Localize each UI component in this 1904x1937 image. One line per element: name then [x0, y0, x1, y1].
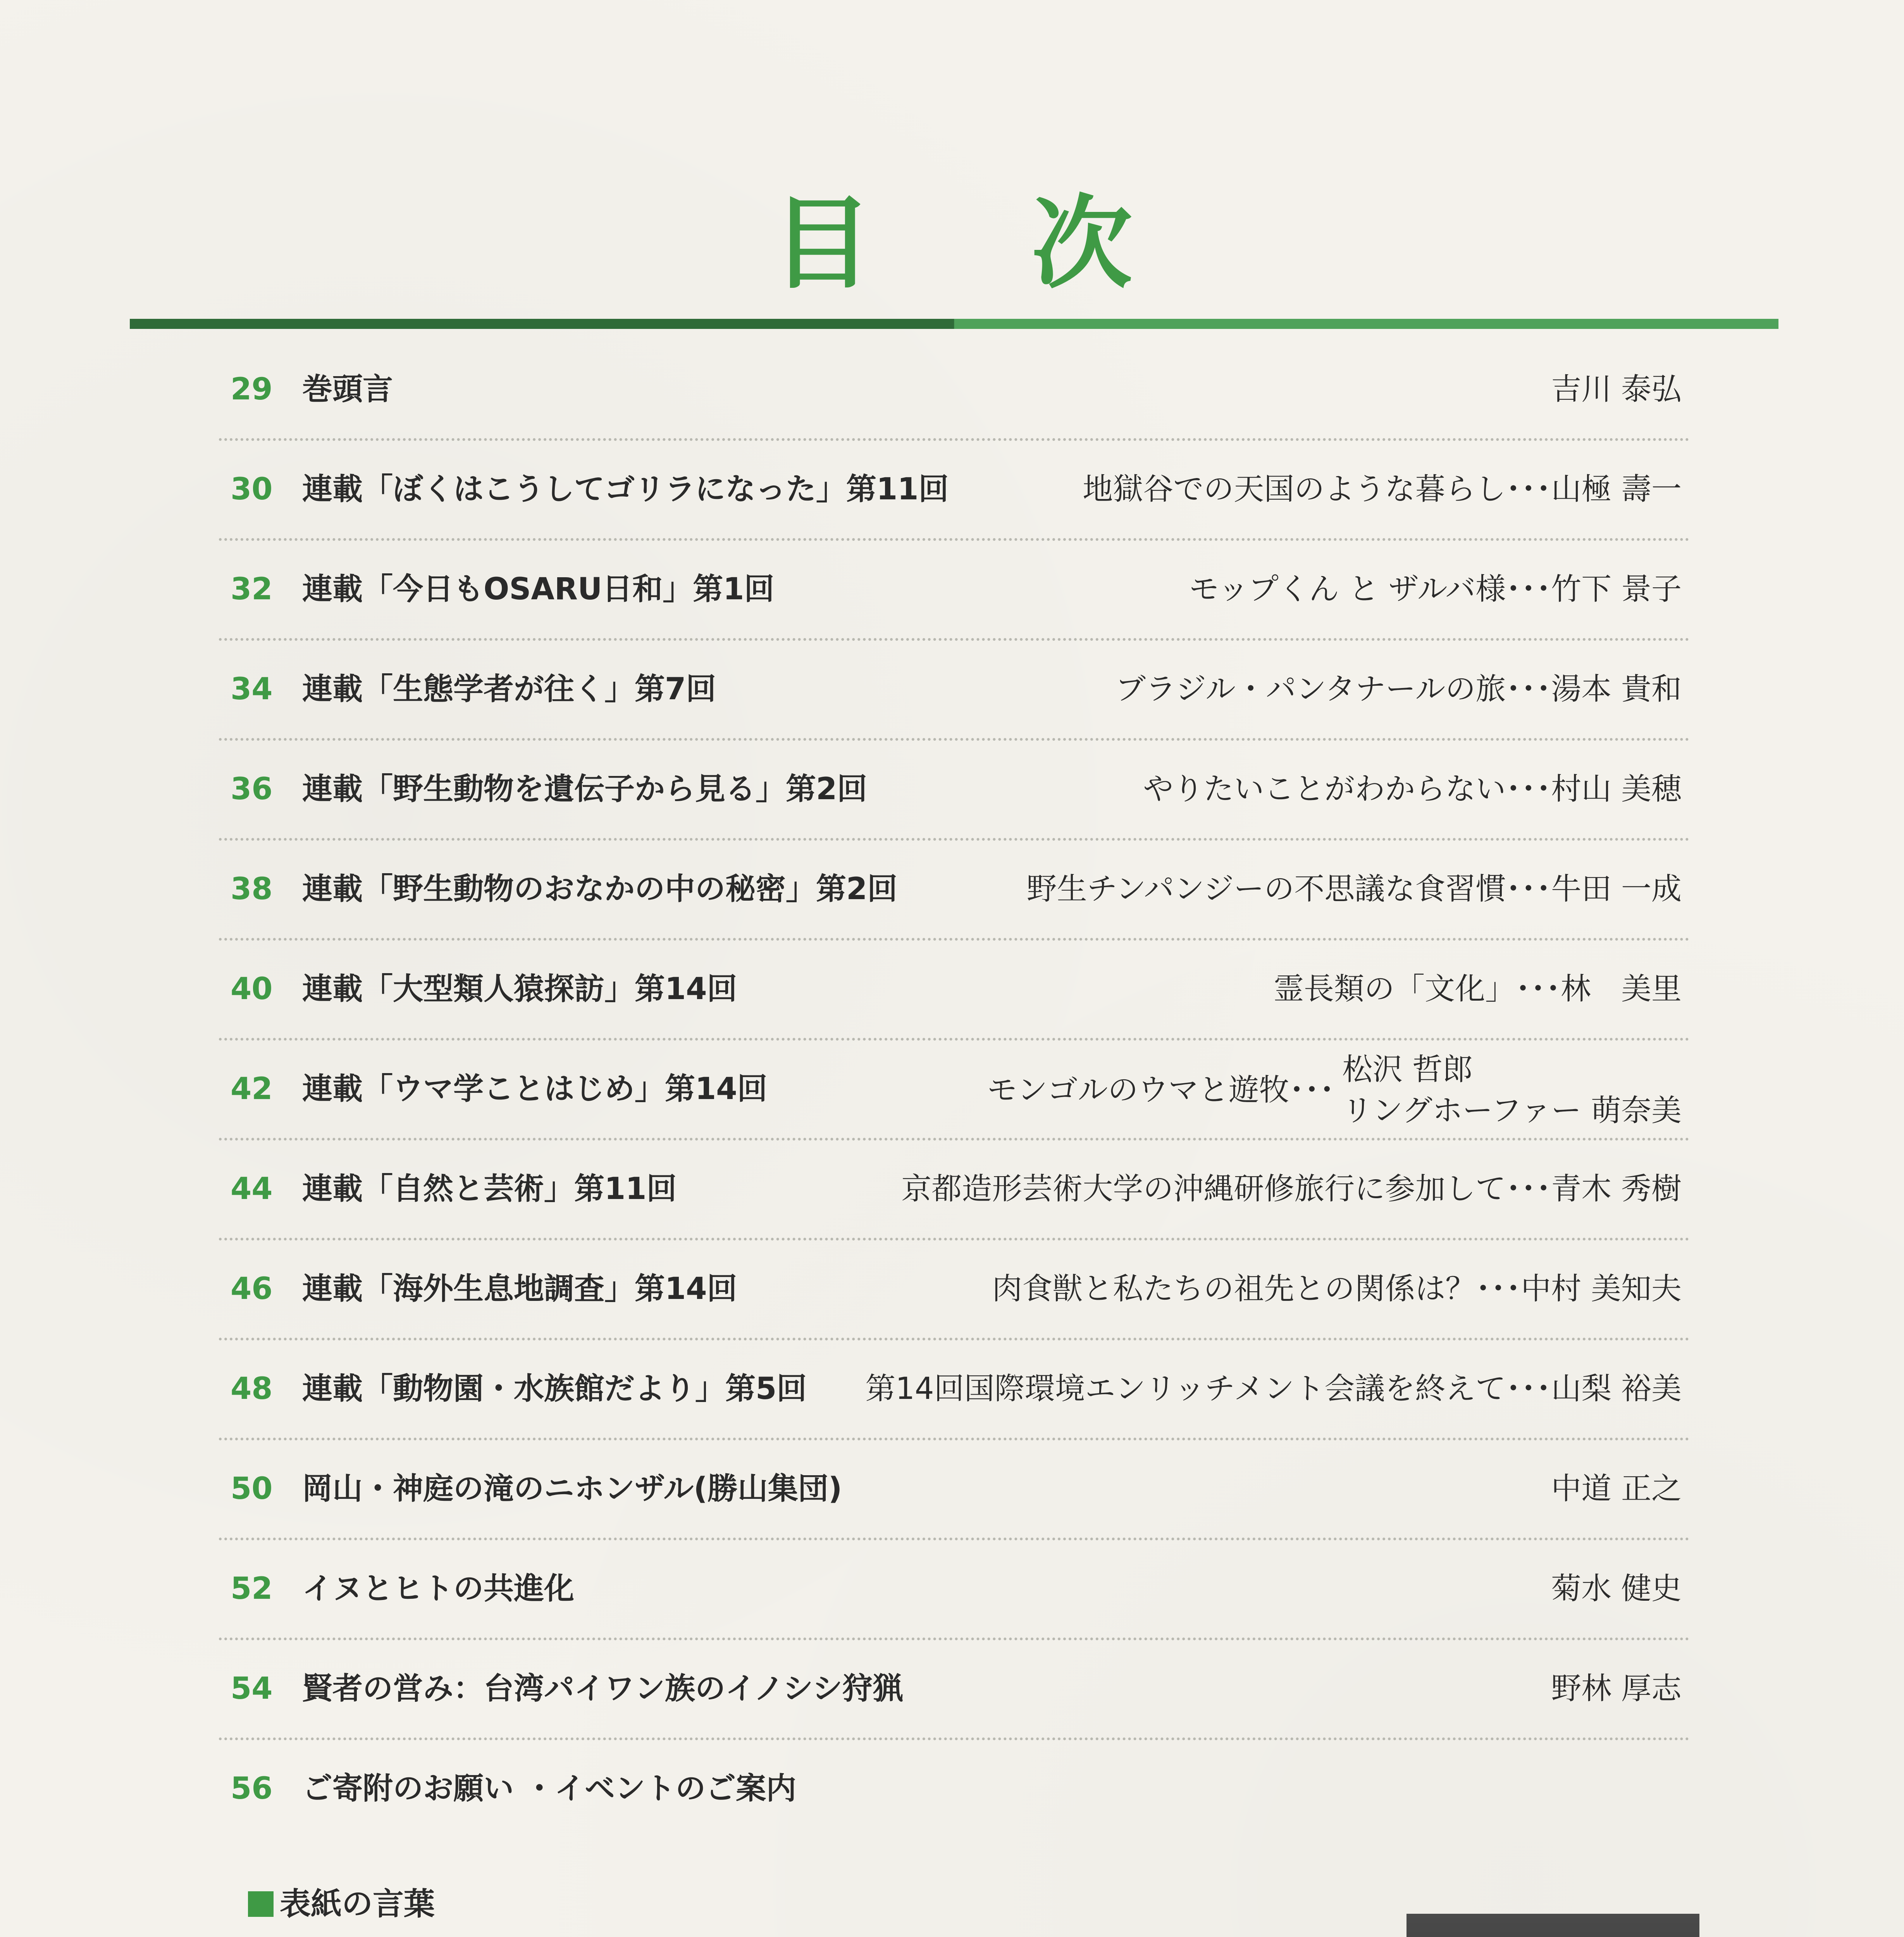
toc-author: 霊長類の「文化」･･･林 美里 [1273, 972, 1682, 1006]
toc-page-number: 38 [231, 872, 273, 907]
toc-author: 中道 正之 [1551, 1471, 1682, 1506]
toc-author: 野生チンパンジーの不思議な食習慣･･･牛田 一成 [1026, 872, 1682, 907]
toc-author: やりたいことがわからない･･･村山 美穂 [1143, 772, 1682, 807]
toc-page-number: 30 [231, 472, 273, 507]
toc-author: 菊水 健史 [1551, 1571, 1682, 1606]
toc-title[interactable]: 連載「ウマ学ことはじめ」第14回 [302, 1072, 768, 1106]
toc-row[interactable] [219, 1440, 1689, 1540]
table-of-contents [219, 341, 1689, 1840]
toc-title[interactable]: 連載「ぼくはこうしてゴリラになった」第11回 [302, 472, 949, 507]
author-list [1342, 1049, 1682, 1131]
toc-row[interactable] [219, 341, 1689, 441]
toc-row[interactable] [219, 941, 1689, 1041]
toc-author [987, 1049, 1682, 1131]
toc-row[interactable] [219, 741, 1689, 841]
toc-row[interactable] [219, 1540, 1689, 1640]
author-name: 松沢 哲郎 [1342, 1052, 1473, 1087]
page-title: 目 次 [771, 186, 1195, 303]
toc-page-number: 48 [231, 1371, 273, 1406]
toc-row[interactable] [219, 1041, 1689, 1141]
toc-title[interactable]: イヌとヒトの共進化 [302, 1571, 575, 1606]
toc-page-number: 34 [231, 672, 273, 707]
toc-page-number: 52 [231, 1571, 273, 1606]
toc-row[interactable] [219, 1740, 1689, 1840]
toc-author: モップくん と ザルバ様･･･竹下 景子 [1189, 572, 1682, 607]
toc-row[interactable] [219, 1240, 1689, 1340]
title-divider [130, 319, 1778, 329]
toc-row[interactable] [219, 1141, 1689, 1240]
toc-page-number: 56 [231, 1771, 273, 1806]
toc-title[interactable]: 連載「大型類人猿探訪」第14回 [302, 972, 737, 1006]
author-portrait [1406, 1914, 1699, 1937]
toc-title[interactable]: 賢者の営み：台湾パイワン族のイノシシ狩猟 [302, 1671, 903, 1706]
cover-heading-label: 表紙の言葉 [280, 1885, 435, 1922]
toc-page-number: 29 [231, 372, 273, 407]
toc-title[interactable]: 岡山・神庭の滝のニホンザル(勝山集団) [302, 1471, 842, 1506]
toc-author: 地獄谷での天国のような暮らし･･･山極 壽一 [1083, 472, 1682, 507]
toc-title[interactable]: 連載「動物園・水族館だより」第5回 [302, 1371, 807, 1406]
toc-title[interactable]: 連載「生態学者が往く」第7回 [302, 672, 716, 707]
toc-row[interactable] [219, 1340, 1689, 1440]
toc-author: 野林 厚志 [1551, 1671, 1682, 1706]
cover-words-heading [248, 1879, 435, 1923]
toc-author: ブラジル・パンタナールの旅･･･湯本 貴和 [1115, 672, 1682, 707]
toc-page-number: 54 [231, 1671, 273, 1706]
toc-row[interactable] [219, 641, 1689, 741]
toc-author: 京都造形芸術大学の沖縄研修旅行に参加して･･･青木 秀樹 [901, 1171, 1682, 1206]
toc-title[interactable]: 巻頭言 [302, 372, 393, 407]
toc-title[interactable]: 連載「今日もOSARU日和」第1回 [302, 572, 775, 607]
toc-page-number: 44 [231, 1171, 273, 1206]
toc-title[interactable]: 連載「海外生息地調査」第14回 [302, 1271, 737, 1306]
toc-row[interactable] [219, 441, 1689, 541]
toc-title[interactable]: 連載「自然と芸術」第11回 [302, 1171, 677, 1206]
toc-title[interactable]: ご寄附のお願い ・イベントのご案内 [302, 1771, 797, 1806]
toc-page-number: 50 [231, 1471, 273, 1506]
toc-row[interactable] [219, 841, 1689, 941]
toc-page-number: 32 [231, 572, 273, 607]
toc-page-number: 46 [231, 1271, 273, 1306]
square-bullet-icon [248, 1891, 274, 1917]
toc-row[interactable] [219, 541, 1689, 641]
toc-author: 肉食獣と私たちの祖先との関係は？･･･中村 美知夫 [992, 1271, 1682, 1306]
toc-title[interactable]: 連載「野生動物のおなかの中の秘密」第2回 [302, 872, 898, 907]
toc-author: 吉川 泰弘 [1551, 372, 1682, 407]
toc-row[interactable] [219, 1640, 1689, 1740]
toc-author: 第14回国際環境エンリッチメント会議を終えて･･･山梨 裕美 [865, 1371, 1682, 1406]
toc-title[interactable]: 連載「野生動物を遺伝子から見る」第2回 [302, 772, 868, 807]
toc-page-number: 36 [231, 772, 273, 807]
toc-page-number: 42 [231, 1072, 273, 1106]
author-name: リングホーファー 萌奈美 [1342, 1093, 1682, 1128]
toc-page-number: 40 [231, 972, 273, 1006]
toc-article-title: モンゴルのウマと遊牧･･･ [987, 1073, 1335, 1108]
portrait-photo-icon [1406, 1914, 1699, 1937]
